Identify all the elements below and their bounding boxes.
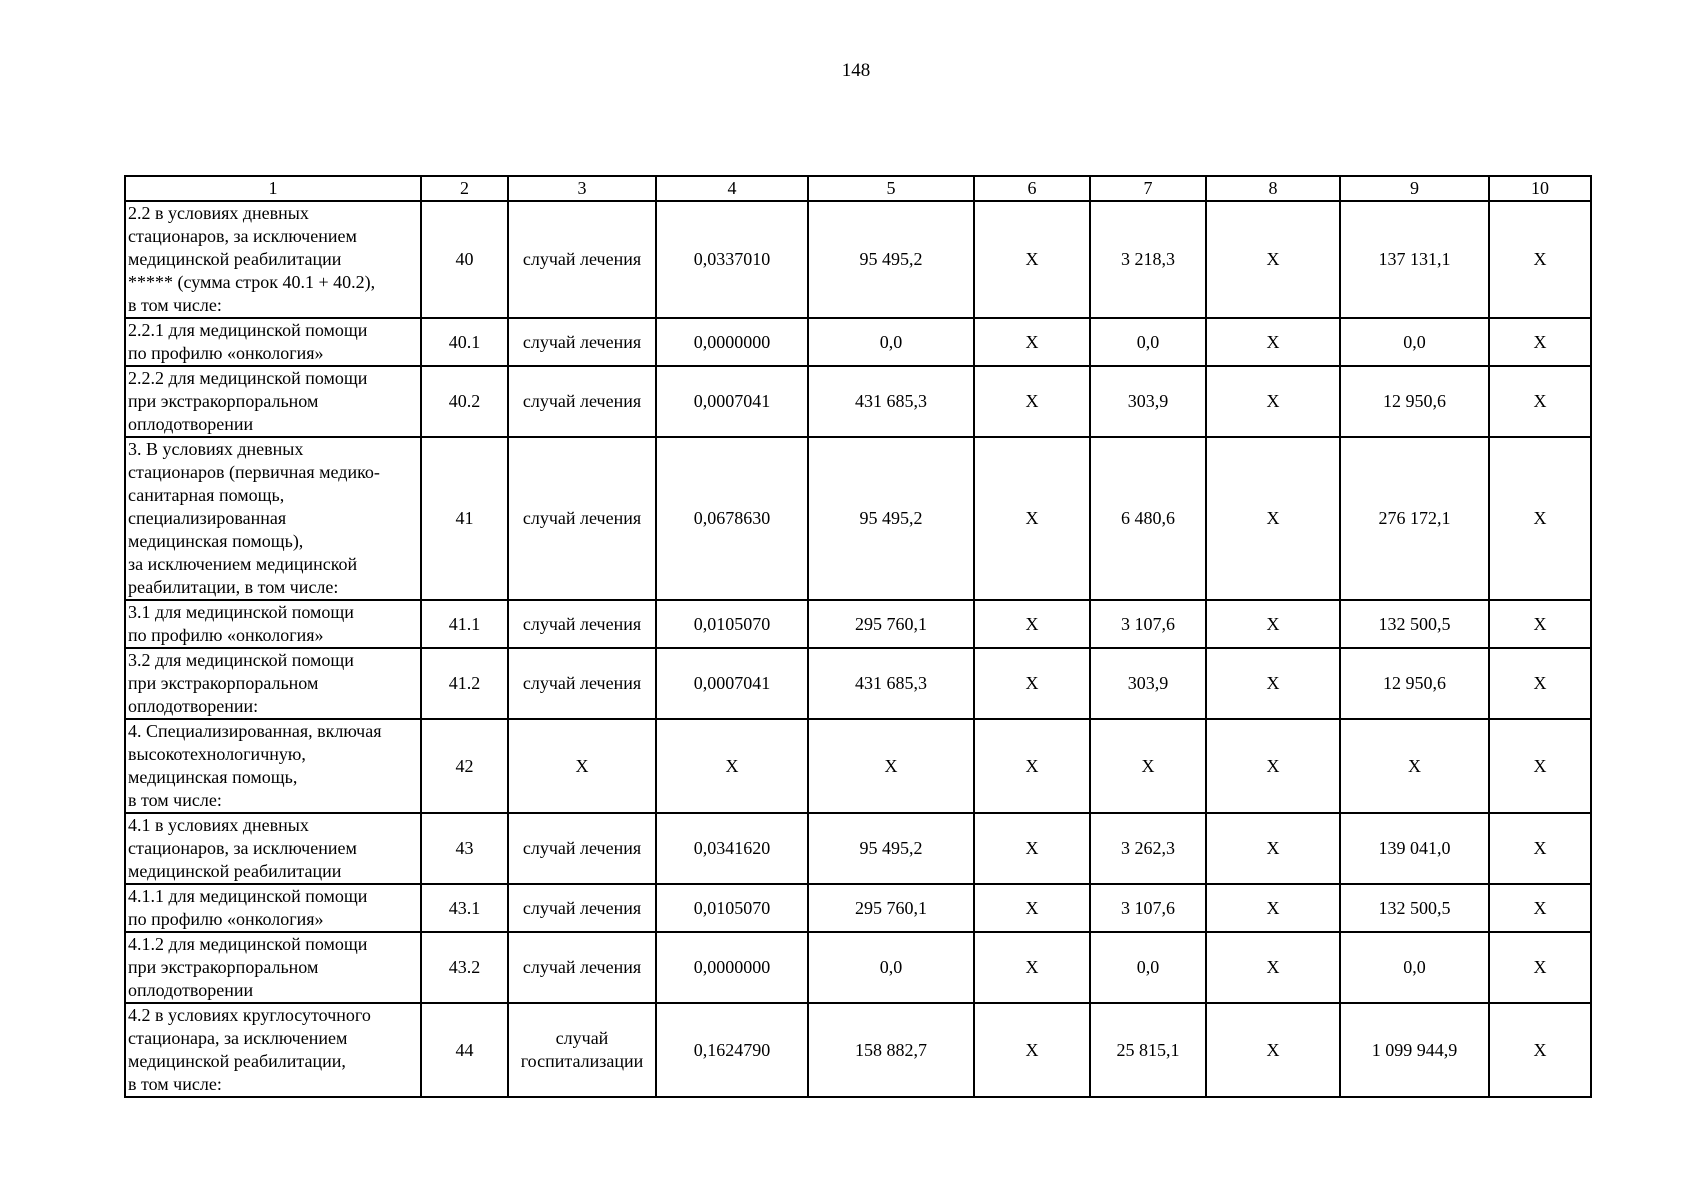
table-cell: 3 107,6 bbox=[1090, 884, 1206, 932]
table-cell: Х bbox=[1489, 437, 1591, 600]
table-cell: 0,0007041 bbox=[656, 366, 808, 437]
table-cell: 43.2 bbox=[421, 932, 508, 1003]
column-header: 8 bbox=[1206, 176, 1340, 201]
table-cell: 95 495,2 bbox=[808, 437, 974, 600]
table-cell: Х bbox=[1489, 932, 1591, 1003]
table-row bbox=[125, 932, 1591, 1003]
row-label-line: оплодотворении bbox=[128, 414, 254, 434]
row-label-line: 2.2.2 для медицинской помощи bbox=[128, 368, 368, 388]
row-label-line: в том числе: bbox=[128, 295, 222, 315]
row-label-line: специализированная bbox=[128, 508, 287, 528]
table-cell: случай госпитализации bbox=[508, 1003, 656, 1097]
table-row bbox=[125, 600, 1591, 648]
table-cell: 44 bbox=[421, 1003, 508, 1097]
table-cell: 40.1 bbox=[421, 318, 508, 366]
row-label-cell bbox=[125, 932, 421, 1003]
row-label-cell bbox=[125, 366, 421, 437]
row-label-line: медицинской реабилитации bbox=[128, 249, 342, 269]
table-cell: 276 172,1 bbox=[1340, 437, 1489, 600]
row-label-cell bbox=[125, 600, 421, 648]
table-cell: случай лечения bbox=[508, 318, 656, 366]
table-cell: 132 500,5 bbox=[1340, 600, 1489, 648]
table-row bbox=[125, 648, 1591, 719]
table-cell: Х bbox=[1489, 366, 1591, 437]
table-cell: 431 685,3 bbox=[808, 366, 974, 437]
table-cell: 41.2 bbox=[421, 648, 508, 719]
table-cell: 0,0 bbox=[1090, 318, 1206, 366]
table-cell: Х bbox=[1206, 201, 1340, 318]
row-label-cell bbox=[125, 1003, 421, 1097]
table-cell: 3 218,3 bbox=[1090, 201, 1206, 318]
row-label-line: при экстракорпоральном bbox=[128, 957, 319, 977]
row-label-line: стационаров, за исключением bbox=[128, 838, 357, 858]
table-cell: Х bbox=[1489, 719, 1591, 813]
table-body bbox=[125, 176, 1591, 1097]
table-cell: случай лечения bbox=[508, 813, 656, 884]
table-cell: Х bbox=[1489, 884, 1591, 932]
table-cell: Х bbox=[974, 366, 1090, 437]
table-cell: 1 099 944,9 bbox=[1340, 1003, 1489, 1097]
table-cell: 303,9 bbox=[1090, 648, 1206, 719]
table-cell: Х bbox=[1206, 884, 1340, 932]
table-cell: Х bbox=[974, 813, 1090, 884]
table-cell: Х bbox=[1206, 1003, 1340, 1097]
row-label-line: медицинская помощь), bbox=[128, 531, 304, 551]
table-cell: 0,0000000 bbox=[656, 932, 808, 1003]
row-label-cell bbox=[125, 318, 421, 366]
row-label-line: медицинская помощь, bbox=[128, 767, 298, 787]
column-header: 9 bbox=[1340, 176, 1489, 201]
row-label-line: по профилю «онкология» bbox=[128, 343, 324, 363]
row-label-line: при экстракорпоральном bbox=[128, 673, 319, 693]
table-cell: 3 107,6 bbox=[1090, 600, 1206, 648]
column-header: 10 bbox=[1489, 176, 1591, 201]
table-cell: Х bbox=[1206, 318, 1340, 366]
table-cell: Х bbox=[974, 318, 1090, 366]
table-cell: 0,0337010 bbox=[656, 201, 808, 318]
table-cell: 95 495,2 bbox=[808, 201, 974, 318]
column-header-row bbox=[125, 176, 1591, 201]
row-label-line: 4.2 в условиях круглосуточного bbox=[128, 1005, 371, 1025]
row-label-line: санитарная помощь, bbox=[128, 485, 285, 505]
row-label-line: стационара, за исключением bbox=[128, 1028, 348, 1048]
table-cell: 41 bbox=[421, 437, 508, 600]
table-cell: Х bbox=[508, 719, 656, 813]
row-label-line: оплодотворении: bbox=[128, 696, 259, 716]
row-label-line: при экстракорпоральном bbox=[128, 391, 319, 411]
table-cell: Х bbox=[1206, 437, 1340, 600]
table-cell: Х bbox=[1340, 719, 1489, 813]
table-row bbox=[125, 884, 1591, 932]
table-cell: случай лечения bbox=[508, 932, 656, 1003]
table-cell: 43.1 bbox=[421, 884, 508, 932]
table-cell: 132 500,5 bbox=[1340, 884, 1489, 932]
table-row bbox=[125, 318, 1591, 366]
row-label-line: 4.1.2 для медицинской помощи bbox=[128, 934, 368, 954]
table-cell: Х bbox=[1090, 719, 1206, 813]
table-cell: 295 760,1 bbox=[808, 884, 974, 932]
table-cell: случай лечения bbox=[508, 366, 656, 437]
table-cell: 0,0341620 bbox=[656, 813, 808, 884]
table-cell: Х bbox=[1489, 813, 1591, 884]
row-label-line: стационаров, за исключением bbox=[128, 226, 357, 246]
row-label-line: медицинской реабилитации, bbox=[128, 1051, 346, 1071]
table-cell: 40 bbox=[421, 201, 508, 318]
table-cell: Х bbox=[974, 437, 1090, 600]
row-label-line: реабилитации, в том числе: bbox=[128, 577, 339, 597]
table-cell: Х bbox=[974, 648, 1090, 719]
table-cell: Х bbox=[1489, 600, 1591, 648]
table-cell: Х bbox=[1489, 648, 1591, 719]
table-cell: Х bbox=[974, 719, 1090, 813]
table-cell: 139 041,0 bbox=[1340, 813, 1489, 884]
table-cell: случай лечения bbox=[508, 600, 656, 648]
table-cell: 0,0 bbox=[808, 318, 974, 366]
table-cell: Х bbox=[808, 719, 974, 813]
row-label-line: в том числе: bbox=[128, 1074, 222, 1094]
column-header: 4 bbox=[656, 176, 808, 201]
table-cell: Х bbox=[1489, 1003, 1591, 1097]
table-cell: случай лечения bbox=[508, 648, 656, 719]
table-row bbox=[125, 1003, 1591, 1097]
row-label-cell bbox=[125, 648, 421, 719]
table-cell: Х bbox=[1206, 600, 1340, 648]
table-cell: Х bbox=[1206, 366, 1340, 437]
row-label-line: ***** (сумма строк 40.1 + 40.2), bbox=[128, 272, 376, 292]
table-cell: случай лечения bbox=[508, 437, 656, 600]
table-cell: 25 815,1 bbox=[1090, 1003, 1206, 1097]
row-label-line: по профилю «онкология» bbox=[128, 625, 324, 645]
table-row bbox=[125, 719, 1591, 813]
table-cell: 0,0 bbox=[1090, 932, 1206, 1003]
table-cell: Х bbox=[974, 1003, 1090, 1097]
table-cell: Х bbox=[974, 884, 1090, 932]
row-label-cell bbox=[125, 201, 421, 318]
row-label-line: за исключением медицинской bbox=[128, 554, 358, 574]
row-label-line: 2.2.1 для медицинской помощи bbox=[128, 320, 368, 340]
row-label-line: 3.1 для медицинской помощи bbox=[128, 602, 354, 622]
table-row bbox=[125, 366, 1591, 437]
row-label-line: по профилю «онкология» bbox=[128, 909, 324, 929]
row-label-line: в том числе: bbox=[128, 790, 222, 810]
table-cell: 137 131,1 bbox=[1340, 201, 1489, 318]
row-label-line: высокотехнологичную, bbox=[128, 744, 306, 764]
column-header: 3 bbox=[508, 176, 656, 201]
table-cell: случай лечения bbox=[508, 201, 656, 318]
table-cell: Х bbox=[1489, 318, 1591, 366]
table-cell: Х bbox=[974, 932, 1090, 1003]
row-label-line: 4. Специализированная, включая bbox=[128, 721, 382, 741]
table-cell: 6 480,6 bbox=[1090, 437, 1206, 600]
table-cell: 303,9 bbox=[1090, 366, 1206, 437]
column-header: 5 bbox=[808, 176, 974, 201]
column-header: 7 bbox=[1090, 176, 1206, 201]
data-table bbox=[124, 175, 1592, 1098]
row-label-cell bbox=[125, 719, 421, 813]
row-label-line: стационаров (первичная медико- bbox=[128, 462, 380, 482]
table-cell: 431 685,3 bbox=[808, 648, 974, 719]
table-cell: 0,0 bbox=[808, 932, 974, 1003]
table-cell: 0,0007041 bbox=[656, 648, 808, 719]
table-cell: 3 262,3 bbox=[1090, 813, 1206, 884]
row-label-cell bbox=[125, 437, 421, 600]
table-cell: 41.1 bbox=[421, 600, 508, 648]
table-cell: 158 882,7 bbox=[808, 1003, 974, 1097]
table-cell: 0,0000000 bbox=[656, 318, 808, 366]
table-cell: Х bbox=[974, 201, 1090, 318]
table-cell: Х bbox=[1489, 201, 1591, 318]
column-header: 1 bbox=[125, 176, 421, 201]
row-label-line: 4.1.1 для медицинской помощи bbox=[128, 886, 368, 906]
table-cell: Х bbox=[1206, 813, 1340, 884]
table-row bbox=[125, 201, 1591, 318]
table-cell: 0,0105070 bbox=[656, 884, 808, 932]
table-cell: 95 495,2 bbox=[808, 813, 974, 884]
table-cell: Х bbox=[1206, 719, 1340, 813]
column-header: 6 bbox=[974, 176, 1090, 201]
table-cell: Х bbox=[1206, 648, 1340, 719]
row-label-line: медицинской реабилитации bbox=[128, 861, 342, 881]
table-cell: 12 950,6 bbox=[1340, 648, 1489, 719]
row-label-line: 3. В условиях дневных bbox=[128, 439, 304, 459]
table-row bbox=[125, 813, 1591, 884]
table-cell: 0,0 bbox=[1340, 932, 1489, 1003]
table-cell: 43 bbox=[421, 813, 508, 884]
table-cell: 0,0678630 bbox=[656, 437, 808, 600]
table-cell: 0,0 bbox=[1340, 318, 1489, 366]
row-label-line: 4.1 в условиях дневных bbox=[128, 815, 309, 835]
table-cell: 0,1624790 bbox=[656, 1003, 808, 1097]
table-cell: Х bbox=[974, 600, 1090, 648]
table-cell: 12 950,6 bbox=[1340, 366, 1489, 437]
row-label-cell bbox=[125, 813, 421, 884]
table-cell: Х bbox=[1206, 932, 1340, 1003]
table-cell: 42 bbox=[421, 719, 508, 813]
table-cell: случай лечения bbox=[508, 884, 656, 932]
column-header: 2 bbox=[421, 176, 508, 201]
page-number: 148 bbox=[841, 60, 871, 81]
row-label-line: 2.2 в условиях дневных bbox=[128, 203, 309, 223]
table-cell: 40.2 bbox=[421, 366, 508, 437]
row-label-line: 3.2 для медицинской помощи bbox=[128, 650, 354, 670]
table-cell: 295 760,1 bbox=[808, 600, 974, 648]
row-label-line: оплодотворении bbox=[128, 980, 254, 1000]
row-label-cell bbox=[125, 884, 421, 932]
table-row bbox=[125, 437, 1591, 600]
table-cell: Х bbox=[656, 719, 808, 813]
table-cell: 0,0105070 bbox=[656, 600, 808, 648]
